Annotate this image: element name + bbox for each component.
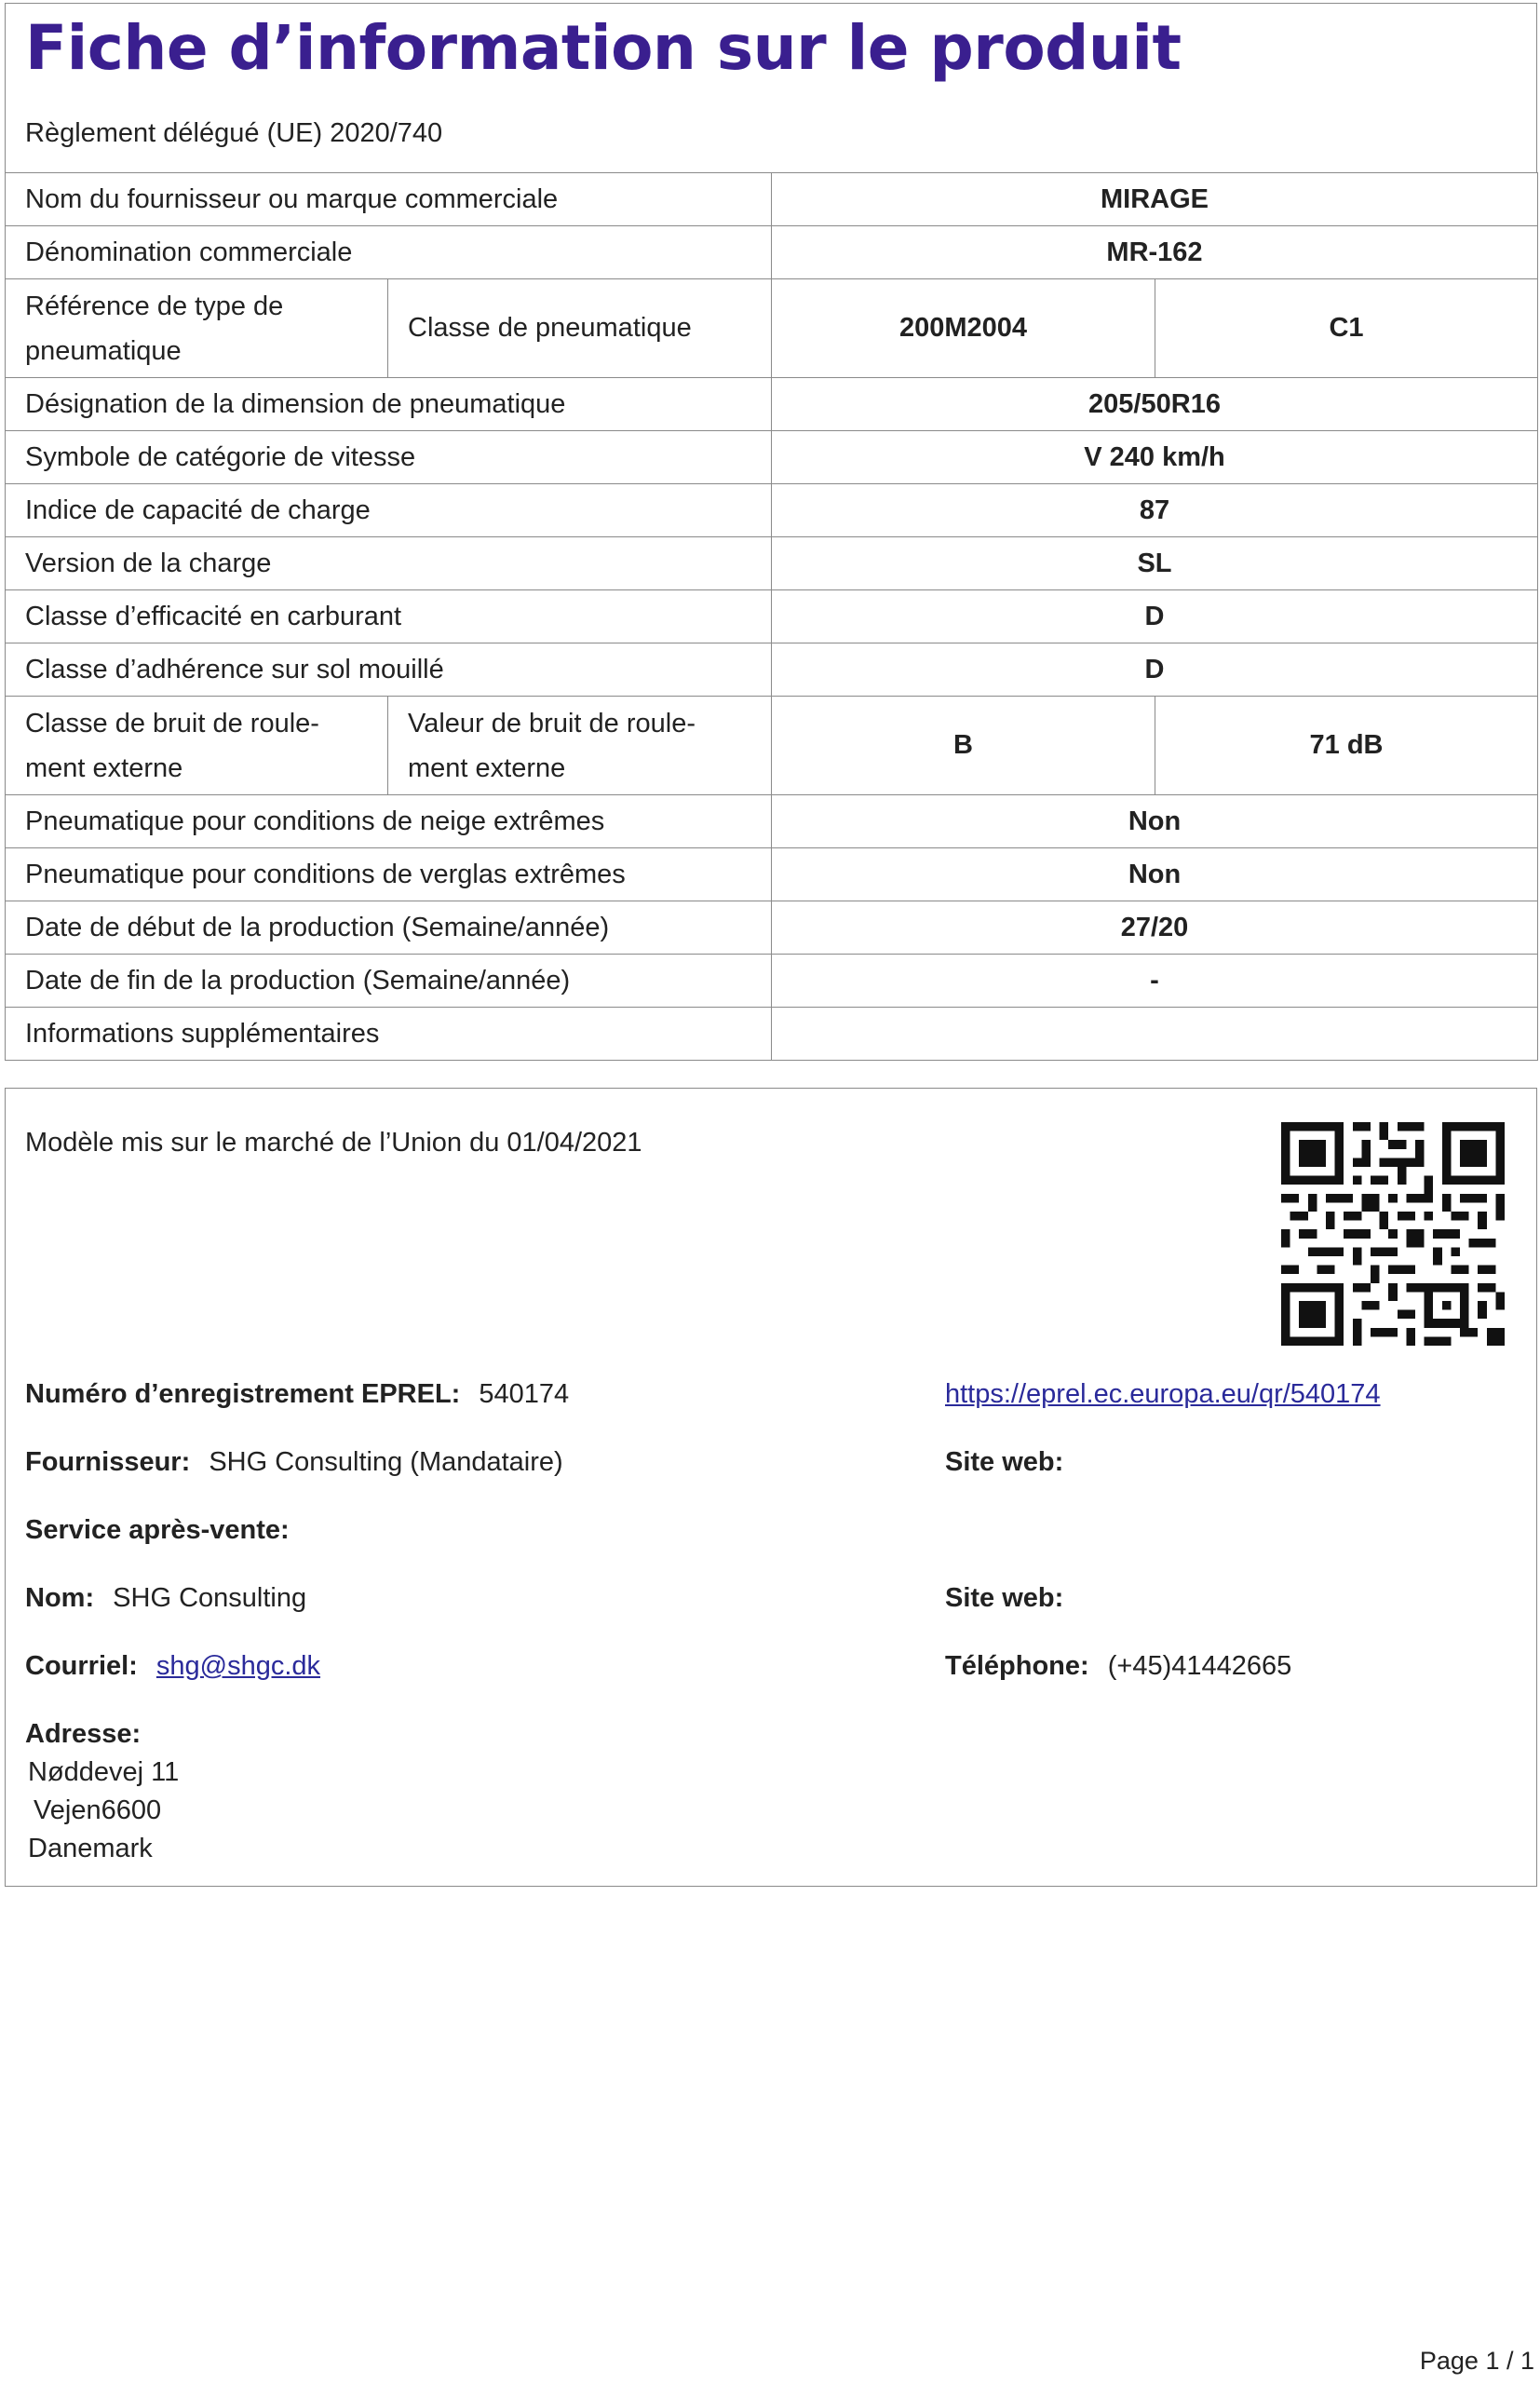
noise-class-value: B bbox=[772, 697, 1155, 795]
production-end-label: Date de fin de la production (Semaine/année) bbox=[6, 955, 772, 1008]
name-label: Nom: bbox=[25, 1583, 95, 1613]
type-ref-label: Référence de type de pneumatique bbox=[6, 279, 388, 378]
eprel-label: Numéro d’enregistrement EPREL: bbox=[25, 1379, 461, 1409]
snow-value: Non bbox=[772, 795, 1538, 848]
load-version-value: SL bbox=[772, 537, 1538, 590]
website-label: Site web: bbox=[945, 1447, 1064, 1477]
snow-label: Pneumatique pour conditions de neige extrêmes bbox=[6, 795, 772, 848]
supplier-label: Nom du fournisseur ou marque commerciale bbox=[6, 173, 772, 226]
page-number: Page 1 / 1 bbox=[1419, 2347, 1534, 2375]
noise-value-value: 71 dB bbox=[1155, 697, 1538, 795]
production-start-value: 27/20 bbox=[772, 901, 1538, 955]
trade-name-label: Dénomination commerciale bbox=[6, 226, 772, 279]
product-sheet bbox=[5, 3, 1537, 1061]
table-row bbox=[6, 1008, 1538, 1061]
fuel-efficiency-label: Classe d’efficacité en carburant bbox=[6, 590, 772, 643]
type-ref-value: 200M2004 bbox=[772, 279, 1155, 378]
table-row bbox=[6, 901, 1538, 955]
noise-value-label: Valeur de bruit de roule- ment externe bbox=[388, 697, 772, 795]
wet-grip-value: D bbox=[772, 643, 1538, 697]
fuel-efficiency-value: D bbox=[772, 590, 1538, 643]
size-value: 205/50R16 bbox=[772, 378, 1538, 431]
table-row bbox=[6, 643, 1538, 697]
page-title: Fiche d’information sur le produit bbox=[25, 12, 1182, 84]
production-end-value: - bbox=[772, 955, 1538, 1008]
speed-label: Symbole de catégorie de vitesse bbox=[6, 431, 772, 484]
table-row bbox=[6, 173, 1538, 226]
table-row bbox=[6, 431, 1538, 484]
market-date-text: Modèle mis sur le marché de l’Union du 01/04/2021 bbox=[25, 1128, 642, 1158]
table-row bbox=[6, 378, 1538, 431]
address-line-2: Vejen6600 bbox=[34, 1795, 162, 1825]
trade-name-value: MR-162 bbox=[772, 226, 1538, 279]
speed-value: V 240 km/h bbox=[772, 431, 1538, 484]
wet-grip-label: Classe d’adhérence sur sol mouillé bbox=[6, 643, 772, 697]
table-row bbox=[6, 226, 1538, 279]
supplier-panel bbox=[5, 1088, 1537, 1887]
service-name-row bbox=[25, 1583, 306, 1614]
table-row bbox=[6, 795, 1538, 848]
product-spec-table bbox=[5, 172, 1538, 1061]
supplier-label: Fournisseur: bbox=[25, 1447, 191, 1477]
load-version-label: Version de la charge bbox=[6, 537, 772, 590]
table-row bbox=[6, 955, 1538, 1008]
table-row bbox=[6, 537, 1538, 590]
email-link[interactable]: shg@shgc.dk bbox=[155, 1651, 321, 1681]
phone-number: (+45)41442665 bbox=[1107, 1651, 1292, 1681]
phone-row bbox=[945, 1651, 1291, 1682]
header bbox=[5, 3, 1537, 172]
size-label: Désignation de la dimension de pneumatique bbox=[6, 378, 772, 431]
after-sales-heading: Service après-vente: bbox=[25, 1515, 290, 1545]
address-line-1: Nøddevej 11 bbox=[28, 1757, 180, 1787]
tyre-class-value: C1 bbox=[1155, 279, 1538, 378]
service-website-label: Site web: bbox=[945, 1583, 1064, 1613]
address-label: Adresse: bbox=[25, 1719, 142, 1749]
eprel-number: 540174 bbox=[479, 1379, 570, 1409]
table-row bbox=[6, 590, 1538, 643]
email-row bbox=[25, 1651, 320, 1682]
tyre-class-label: Classe de pneumatique bbox=[388, 279, 772, 378]
email-label: Courriel: bbox=[25, 1651, 138, 1681]
ice-label: Pneumatique pour conditions de verglas extrêmes bbox=[6, 848, 772, 901]
phone-label: Téléphone: bbox=[945, 1651, 1089, 1681]
eprel-row bbox=[25, 1379, 569, 1410]
extra-info-label: Informations supplémentaires bbox=[6, 1008, 772, 1061]
regulation-reference: Règlement délégué (UE) 2020/740 bbox=[25, 118, 443, 148]
production-start-label: Date de début de la production (Semaine/année) bbox=[6, 901, 772, 955]
address-line-3: Danemark bbox=[28, 1834, 153, 1863]
table-row bbox=[6, 279, 1538, 378]
noise-class-label: Classe de bruit de roule- ment externe bbox=[6, 697, 388, 795]
qr-code-icon bbox=[1281, 1122, 1505, 1346]
supplier-value: MIRAGE bbox=[772, 173, 1538, 226]
load-index-label: Indice de capacité de charge bbox=[6, 484, 772, 537]
load-index-value: 87 bbox=[772, 484, 1538, 537]
eprel-link[interactable]: https://eprel.ec.europa.eu/qr/540174 bbox=[945, 1379, 1381, 1409]
ice-value: Non bbox=[772, 848, 1538, 901]
table-row bbox=[6, 848, 1538, 901]
supplier-row bbox=[25, 1447, 563, 1478]
supplier-name: SHG Consulting (Mandataire) bbox=[209, 1447, 563, 1477]
table-row bbox=[6, 484, 1538, 537]
table-row bbox=[6, 697, 1538, 795]
extra-info-value bbox=[772, 1008, 1538, 1061]
service-name: SHG Consulting bbox=[113, 1583, 307, 1613]
